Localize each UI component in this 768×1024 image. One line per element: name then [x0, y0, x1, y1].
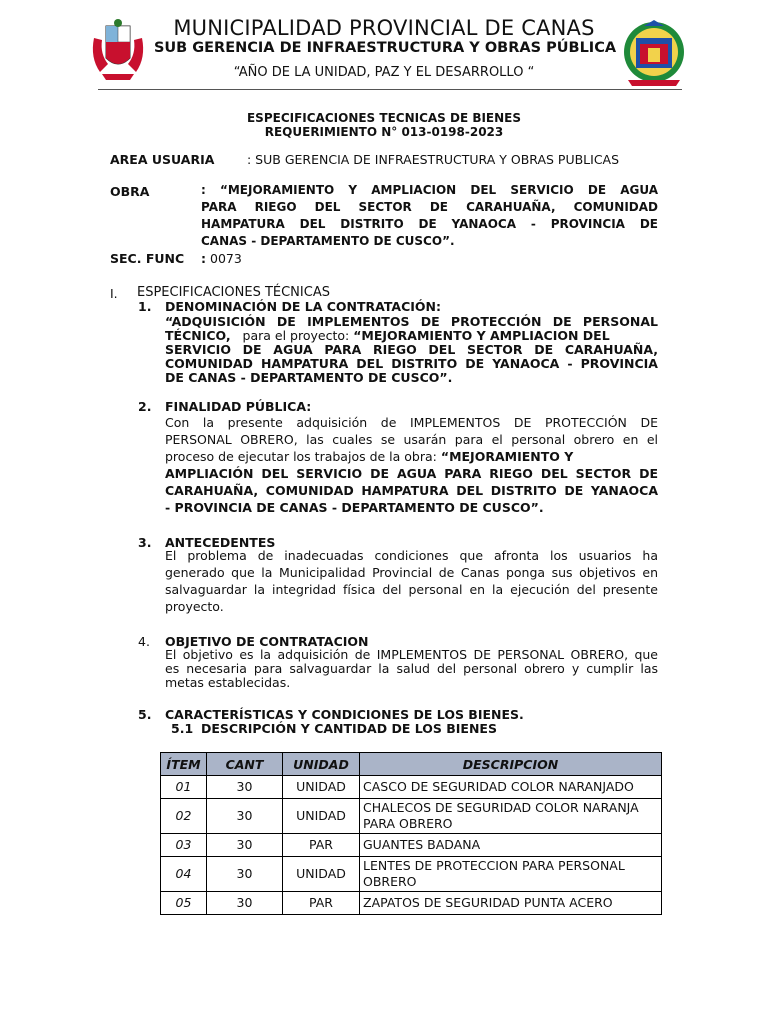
document-title: ESPECIFICACIONES TECNICAS DE BIENES	[246, 111, 522, 125]
item3-title: ANTECEDENTES	[165, 535, 276, 550]
cell-unidad: UNIDAD	[283, 857, 360, 892]
section-title: ESPECIFICACIONES TÉCNICAS	[137, 285, 330, 300]
cell-descripcion: CHALECOS DE SEGURIDAD COLOR NARANJA PARA OBRERO	[360, 799, 662, 834]
cell-item: 05	[161, 892, 207, 915]
item2-line4: AMPLIACIÓN DEL SERVICIO DE AGUA PARA RIEGO DEL SECTOR DE	[165, 466, 658, 481]
cell-item: 03	[161, 834, 207, 857]
sec-func-value: 0073	[210, 251, 242, 266]
item1-line2	[165, 328, 658, 343]
cell-item: 04	[161, 857, 207, 892]
item3-line2: generado que la Municipalidad Provincial de Canas ponga sus objetivos en	[165, 565, 658, 580]
item3-line1: El problema de inadecuadas condiciones que afronta los usuarios ha	[165, 548, 658, 563]
cell-cant: 30	[207, 799, 283, 834]
item4-line2: es necesaria para salvaguardar la salud del personal obrero y cumplir las	[165, 661, 658, 676]
item1-title: DENOMINACIÓN DE LA CONTRATACIÓN:	[165, 299, 442, 314]
item2-line3-a: proceso de ejecutar los trabajos de la obra:	[165, 449, 437, 464]
cell-descripcion: LENTES DE PROTECCION PARA PERSONAL OBRERO	[360, 857, 662, 892]
sec-func-label: SEC. FUNC	[110, 251, 185, 266]
area-usuaria-label: AREA USUARIA	[110, 152, 215, 167]
item1-line2-a: TÉCNICO,	[165, 328, 231, 343]
item5-title: CARACTERÍSTICAS Y CONDICIONES DE LOS BIENES.	[165, 707, 524, 722]
section-numeral: I.	[110, 286, 118, 301]
item2-title: FINALIDAD PÚBLICA:	[165, 399, 312, 414]
cell-unidad: PAR	[283, 892, 360, 915]
item3-line4: proyecto.	[165, 599, 224, 614]
item1-line3: SERVICIO DE AGUA PARA RIEGO DEL SECTOR DE CARAHUAÑA,	[165, 342, 658, 357]
table-row	[161, 799, 662, 834]
column-header-unidad: UNIDAD	[283, 753, 360, 776]
year-motto: “AÑO DE LA UNIDAD, PAZ Y EL DESARROLLO “	[233, 65, 535, 80]
cell-unidad: UNIDAD	[283, 776, 360, 799]
item1-line4: COMUNIDAD HAMPATURA DEL DISTRITO DE YANAOCA - PROVINCIA	[165, 356, 658, 371]
cell-cant: 30	[207, 857, 283, 892]
item5-number: 5.	[138, 707, 152, 722]
subsection-title: DESCRIPCIÓN Y CANTIDAD DE LOS BIENES	[201, 721, 497, 736]
municipality-title: MUNICIPALIDAD PROVINCIAL DE CANAS	[173, 16, 595, 40]
table-row	[161, 834, 662, 857]
item2-line3-b: “MEJORAMIENTO Y	[440, 449, 574, 464]
item1-number: 1.	[138, 299, 152, 314]
department-subtitle: SUB GERENCIA DE INFRAESTRUCTURA Y OBRAS PÚBLICA	[153, 40, 617, 56]
item2-line6: - PROVINCIA DE CANAS - DEPARTAMENTO DE CUSCO”.	[165, 500, 544, 515]
item3-line3: salvaguardar la integridad física del personal en la ejecución del presente	[165, 582, 658, 597]
item4-number: 4.	[138, 634, 150, 649]
table-header-row	[161, 753, 662, 776]
table-row	[161, 892, 662, 915]
goods-table	[160, 752, 662, 915]
cell-cant: 30	[207, 834, 283, 857]
cell-descripcion: GUANTES BADANA	[360, 834, 662, 857]
obra-label: OBRA	[110, 184, 150, 199]
item2-line5: CARAHUAÑA, COMUNIDAD HAMPATURA DEL DISTRITO DE YANAOCA	[165, 483, 658, 498]
item1-line1: “ADQUISICIÓN DE IMPLEMENTOS DE PROTECCIÓN DE PERSONAL	[165, 314, 658, 329]
obra-value-line3: HAMPATURA DEL DISTRITO DE YANAOCA - PROVINCIA DE	[201, 217, 658, 231]
column-header-cant: CANT	[207, 753, 283, 776]
cell-item: 01	[161, 776, 207, 799]
obra-value-line2: PARA RIEGO DEL SECTOR DE CARAHUAÑA, COMUNIDAD	[201, 200, 658, 214]
item4-line3: metas establecidas.	[165, 675, 291, 690]
item1-line2-c: “MEJORAMIENTO Y AMPLIACION DEL	[353, 328, 610, 343]
cell-unidad: UNIDAD	[283, 799, 360, 834]
item1-line5: DE CANAS - DEPARTAMENTO DE CUSCO”.	[165, 370, 453, 385]
item2-line2: PERSONAL OBRERO, las cuales se usarán para el personal obrero en el	[165, 432, 658, 447]
obra-value-line4: CANAS - DEPARTAMENTO DE CUSCO”.	[201, 234, 455, 248]
item3-number: 3.	[138, 535, 152, 550]
column-header-descripcion: DESCRIPCION	[360, 753, 662, 776]
table-row	[161, 857, 662, 892]
cell-cant: 30	[207, 776, 283, 799]
header-divider	[98, 89, 682, 90]
sec-func-colon: :	[201, 251, 206, 266]
subsection-number: 5.1	[171, 721, 194, 736]
cell-unidad: PAR	[283, 834, 360, 857]
obra-value-line1: : “MEJORAMIENTO Y AMPLIACION DEL SERVICIO DE AGUA	[201, 183, 658, 197]
item2-line3	[165, 449, 658, 464]
item2-line1: Con la presente adquisición de IMPLEMENTOS DE PROTECCIÓN DE	[165, 415, 658, 430]
requirement-number: REQUERIMIENTO N° 013-0198-2023	[264, 125, 504, 139]
column-header-item: ÍTEM	[161, 753, 207, 776]
item2-number: 2.	[138, 399, 152, 414]
item4-title: OBJETIVO DE CONTRATACION	[165, 634, 369, 649]
area-usuaria-value: : SUB GERENCIA DE INFRAESTRUCTURA Y OBRAS PUBLICAS	[247, 152, 620, 167]
item4-line1: El objetivo es la adquisición de IMPLEMENTOS DE PERSONAL OBRERO, que	[165, 647, 658, 662]
cell-descripcion: ZAPATOS DE SEGURIDAD PUNTA ACERO	[360, 892, 662, 915]
table-row	[161, 776, 662, 799]
cell-descripcion: CASCO DE SEGURIDAD COLOR NARANJADO	[360, 776, 662, 799]
cell-item: 02	[161, 799, 207, 834]
item1-line2-b: para el proyecto:	[242, 328, 350, 343]
cell-cant: 30	[207, 892, 283, 915]
